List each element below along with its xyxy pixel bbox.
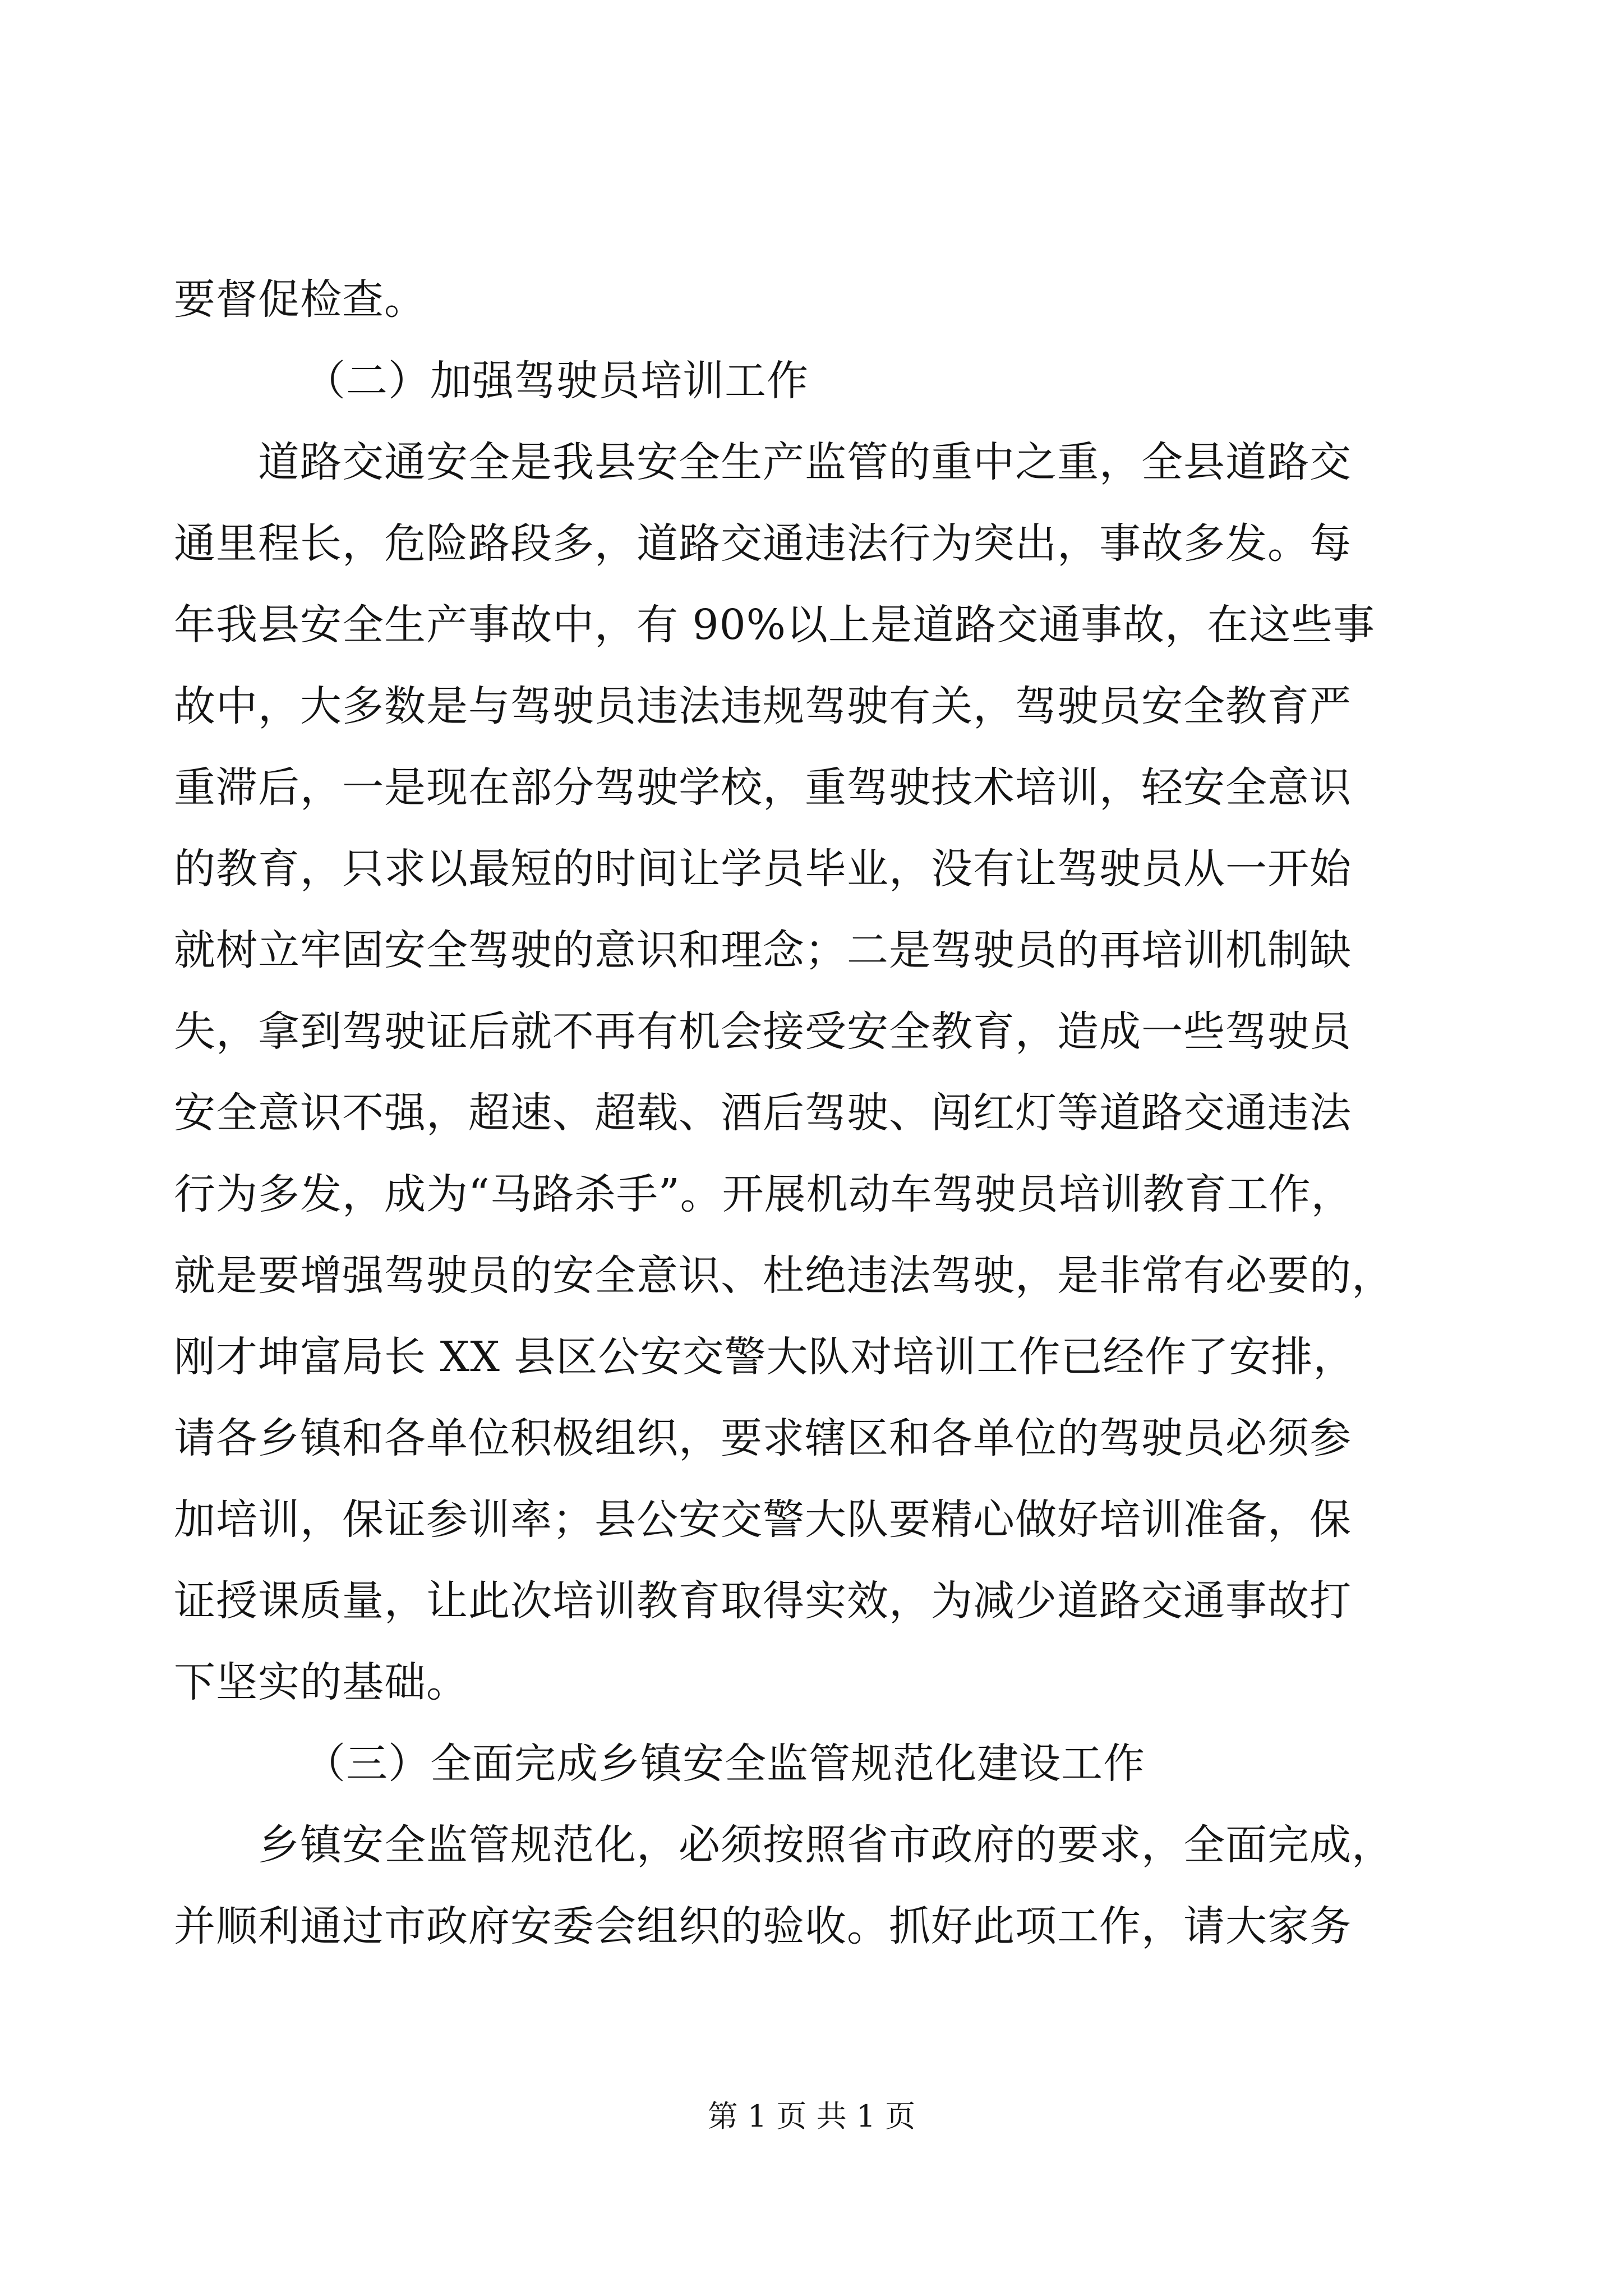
section-heading-3: （三）全面完成乡镇安全监管规范化建设工作 (304, 1740, 1145, 1788)
text-line: 加培训，保证参训率；县公安交警大队要精心做好培训准备，保 (174, 1496, 1352, 1544)
section-heading-2: （二）加强驾驶员培训工作 (304, 357, 809, 405)
text-line: 就是要增强驾驶员的安全意识、杜绝违法驾驶，是非常有必要的， (174, 1251, 1394, 1300)
text-line: 通里程长，危险路段多，道路交通违法行为突出，事故多发。每 (174, 519, 1352, 568)
text-line: 乡镇安全监管规范化，必须按照省市政府的要求，全面完成， (174, 1821, 1394, 1869)
text-line: 要督促检查。 (174, 275, 426, 324)
text-line: 就树立牢固安全驾驶的意识和理念；二是驾驶员的再培训机制缺 (174, 926, 1352, 974)
text-line: 安全意识不强，超速、超载、酒后驾驶、闯红灯等道路交通违法 (174, 1089, 1352, 1137)
text-line: 请各乡镇和各单位积极组织，要求辖区和各单位的驾驶员必须参 (174, 1414, 1352, 1462)
page-footer: 第 1 页 共 1 页 (707, 2099, 916, 2134)
text-line: 失，拿到驾驶证后就不再有机会接受安全教育，造成一些驾驶员 (174, 1007, 1352, 1056)
text-line: 刚才坤富局长 XX 县区公安交警大队对培训工作已经作了安排， (174, 1333, 1355, 1381)
text-line: 行为多发，成为“马路杀手”。开展机动车驾驶员培训教育工作， (174, 1170, 1353, 1218)
text-line: 证授课质量，让此次培训教育取得实效，为减少道路交通事故打 (174, 1577, 1352, 1625)
text-line: 重滞后，一是现在部分驾驶学校，重驾驶技术培训，轻安全意识 (174, 763, 1352, 812)
text-line: 故中，大多数是与驾驶员违法违规驾驶有关，驾驶员安全教育严 (174, 682, 1352, 730)
text-line: 的教育，只求以最短的时间让学员毕业，没有让驾驶员从一开始 (174, 845, 1352, 893)
text-line: 并顺利通过市政府安委会组织的验收。抓好此项工作，请大家务 (174, 1902, 1352, 1950)
text-line: 年我县安全生产事故中，有 90%以上是道路交通事故，在这些事 (174, 601, 1375, 649)
text-line: 道路交通安全是我县安全生产监管的重中之重，全县道路交 (174, 438, 1352, 486)
document-body (174, 259, 1453, 1967)
text-line: 下坚实的基础。 (174, 1658, 468, 1706)
